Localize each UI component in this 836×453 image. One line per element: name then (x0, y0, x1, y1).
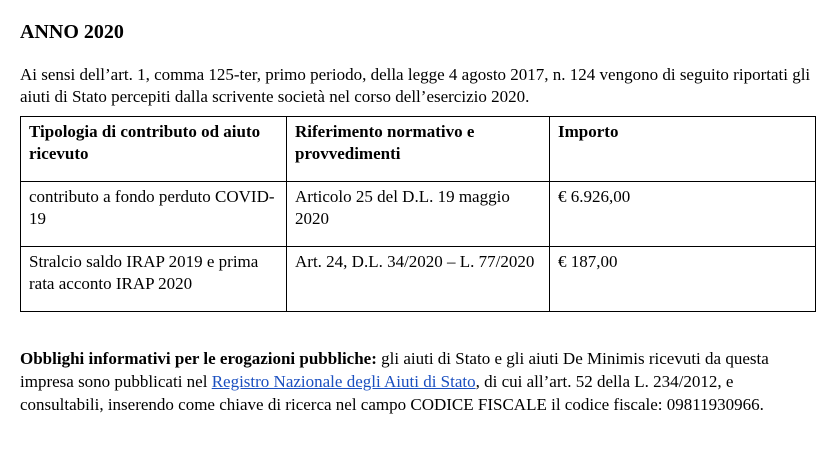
table-cell-importo: € 187,00 (550, 247, 816, 312)
obblighi-text-before: gli aiuti di Stato e gli aiuti De Minimis ricevuti da questa impresa sono pubblicati nel (20, 349, 769, 391)
table-cell-tipologia: Stralcio saldo IRAP 2019 e prima rata acconto IRAP 2020 (21, 247, 287, 312)
column-header-riferimento: Riferimento normativo e provvedimenti (287, 117, 550, 182)
obblighi-text-after: , di cui all’art. 52 della L. 234/2012, e consultabili, inserendo come chiave di ricerca nel campo CODICE FISCALE il codice fiscale: 09811930966. (20, 372, 764, 414)
table-header-row (21, 117, 816, 182)
column-header-importo: Importo (550, 117, 816, 182)
table-row (21, 182, 816, 247)
obblighi-lead: Obblighi informativi per le erogazioni pubbliche: (20, 349, 377, 368)
table-cell-importo: € 6.926,00 (550, 182, 816, 247)
table-cell-riferimento: Articolo 25 del D.L. 19 maggio 2020 (287, 182, 550, 247)
registro-aiuti-link[interactable]: Registro Nazionale degli Aiuti di Stato (211, 372, 476, 391)
obblighi-paragraph (20, 347, 820, 416)
table-row (21, 247, 816, 312)
aid-table (20, 116, 816, 312)
column-header-tipologia: Tipologia di contributo od aiuto ricevuto (21, 117, 287, 182)
intro-paragraph: Ai sensi dell’art. 1, comma 125-ter, primo periodo, della legge 4 agosto 2017, n. 124 vengono di seguito riportati gli aiuti di Stato percepiti dalla scrivente società nel corso dell’esercizio 2020. (20, 65, 811, 106)
table-cell-tipologia: contributo a fondo perduto COVID-19 (21, 182, 287, 247)
table-cell-riferimento: Art. 24, D.L. 34/2020 – L. 77/2020 (287, 247, 550, 312)
page-title: ANNO 2020 (20, 21, 124, 43)
